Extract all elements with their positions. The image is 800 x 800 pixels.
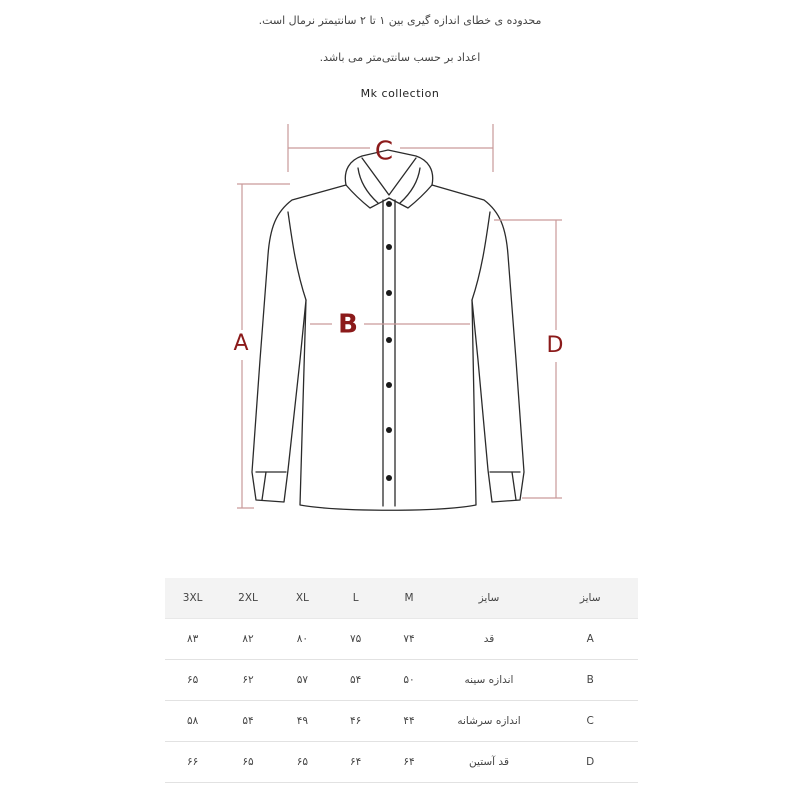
header-l: L (329, 578, 382, 619)
cell-key: A (586, 633, 594, 645)
cell-measure-name: قد آستین (469, 756, 509, 768)
size-table-header-row (165, 578, 638, 619)
cell-key: C (586, 715, 594, 727)
cell-value: ۷۴ (403, 633, 415, 645)
cell-value: ۵۴ (350, 674, 362, 686)
header-measure: سایز (436, 578, 543, 619)
table-row (165, 742, 638, 783)
cell-value: ۵۰ (403, 674, 415, 686)
cell-value: ۶۵ (242, 756, 254, 768)
brand-name: Mk collection (360, 87, 440, 100)
units-note: اعداد بر حسب سانتی‌متر می باشد. (319, 51, 481, 64)
header-key: سایز (542, 578, 638, 619)
cell-value: ۶۵ (187, 674, 199, 686)
cell-value: ۶۴ (403, 756, 415, 768)
cell-value: ۸۲ (242, 633, 254, 645)
cell-key: D (586, 756, 595, 768)
cell-value: ۴۶ (350, 715, 362, 727)
cell-value: ۸۳ (187, 633, 199, 645)
table-row (165, 701, 638, 742)
cell-value: ۵۴ (242, 715, 254, 727)
cell-measure-name: اندازه سرشانه (457, 715, 521, 727)
header-3xl: 3XL (165, 578, 220, 619)
size-table (165, 578, 638, 783)
header-xl: XL (276, 578, 329, 619)
header-2xl: 2XL (220, 578, 275, 619)
cell-measure-name: اندازه سینه (464, 674, 514, 686)
label-d: D (546, 333, 564, 358)
cell-value: ۷۵ (350, 633, 362, 645)
label-a: A (233, 331, 249, 356)
shirt-buttons (386, 201, 392, 481)
cell-value: ۴۹ (296, 715, 308, 727)
cell-value: ۵۸ (187, 715, 199, 727)
cell-value: ۵۷ (296, 674, 308, 686)
label-c: C (374, 136, 394, 167)
cell-key: B (586, 674, 594, 686)
cell-value: ۶۵ (296, 756, 308, 768)
table-row (165, 619, 638, 660)
cell-value: ۴۴ (403, 715, 415, 727)
cell-value: ۶۶ (187, 756, 199, 768)
measurement-error-note: محدوده ی خطای اندازه گیری بین ۱ تا ۲ سانتیمتر نرمال است. (258, 14, 542, 27)
label-b: B (338, 309, 358, 340)
cell-value: ۶۲ (242, 674, 254, 686)
cell-value: ۸۰ (296, 633, 308, 645)
cell-value: ۶۴ (350, 756, 362, 768)
table-row (165, 660, 638, 701)
header-m: M (382, 578, 435, 619)
cell-measure-name: قد (483, 633, 495, 645)
